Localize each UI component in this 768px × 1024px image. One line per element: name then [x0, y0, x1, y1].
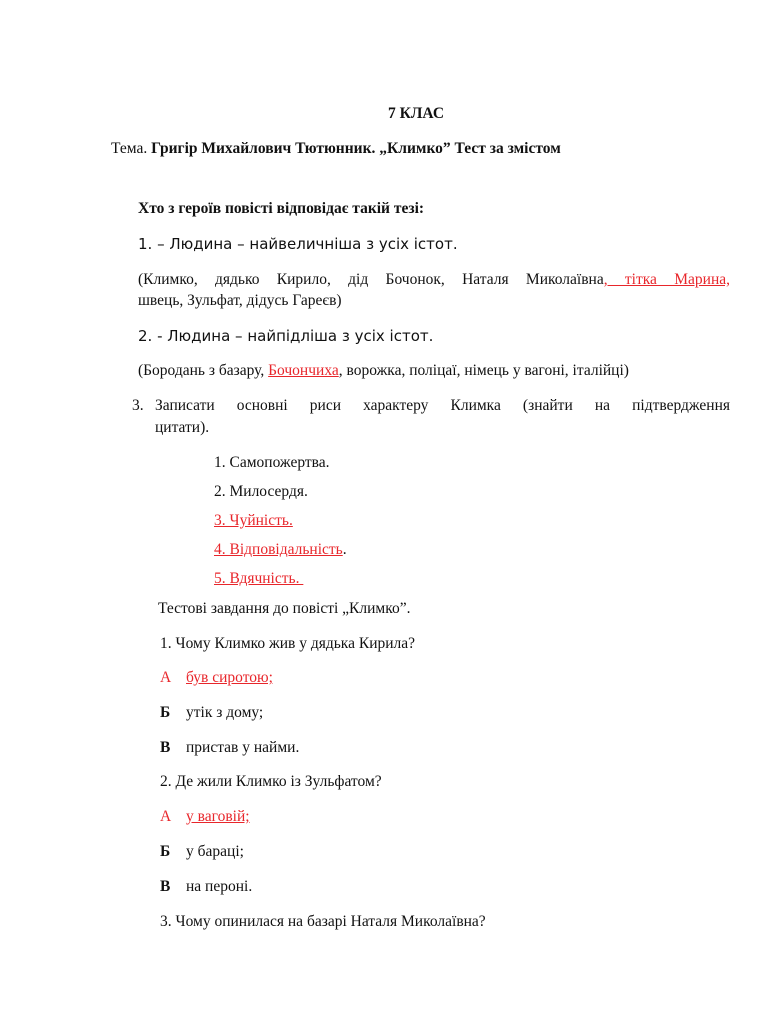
- options-1-line-1: [138, 270, 730, 290]
- thesis-1: 1. – Людина – найвеличніша з усіх істот.: [138, 235, 458, 253]
- answer-letter: Б: [160, 704, 171, 721]
- class-label: 7 КЛАС: [388, 105, 445, 122]
- q1-question: 1. Чому Климко жив у дядька Кирила?: [160, 635, 416, 652]
- task-3-line-2: цитати).: [155, 419, 210, 436]
- answer-letter: Б: [160, 843, 171, 860]
- task-3-number: 3.: [132, 397, 144, 414]
- topic-line: [111, 139, 561, 159]
- q1-answer-a: [160, 668, 273, 688]
- answer-text: на пероні.: [186, 878, 253, 895]
- options-1-highlight: , тітка Марина,: [603, 271, 730, 288]
- q2-answer-b: [160, 842, 244, 862]
- trait-5: 5. Вдячність.: [214, 570, 304, 587]
- options-1-line-2: швець, Зульфат, дідусь Гареєв): [138, 292, 342, 309]
- q2-answer-a: [160, 807, 250, 827]
- answer-letter: А: [160, 669, 172, 686]
- options-2-text-a: (Бородань з базару,: [138, 362, 269, 379]
- task-3-line-1: Записати основні риси характеру Климка (знайти на підтвердження: [155, 397, 730, 414]
- q2-answer-c: [160, 877, 252, 897]
- q2-question: 2. Де жили Климко із Зульфатом?: [160, 773, 382, 790]
- heroes-question: Хто з героїв повісті відповідає такій тезі:: [138, 200, 425, 217]
- answer-text: був сиротою;: [186, 669, 273, 686]
- trait-4-suffix: .: [342, 541, 347, 558]
- trait-2: 2. Милосердя.: [214, 483, 308, 500]
- tests-heading: Тестові завдання до повісті „Климко”.: [158, 600, 411, 617]
- answer-text: у ваговій;: [186, 808, 250, 825]
- q3-question: 3. Чому опинилася на базарі Наталя Миколаївна?: [160, 913, 486, 930]
- trait-3: 3. Чуйність.: [214, 512, 293, 529]
- answer-letter: В: [160, 878, 171, 895]
- options-2-line: [138, 361, 629, 381]
- q1-answer-c: [160, 738, 299, 758]
- thesis-2: 2. - Людина – найпідліша з усіх істот.: [138, 327, 434, 345]
- trait-1: 1. Самопожертва.: [214, 454, 330, 471]
- options-2-highlight: Бочончиха: [268, 362, 339, 379]
- q1-answer-b: [160, 703, 263, 723]
- answer-letter: В: [160, 739, 171, 756]
- options-1-text: (Климко, дядько Кирило, дід Бочонок, Наталя Миколаївна: [138, 271, 604, 288]
- options-2-text-b: , ворожка, поліцаї, німець у вагоні, італійці): [338, 362, 629, 379]
- answer-letter: А: [160, 808, 172, 825]
- trait-4: 4. Відповідальність: [214, 541, 343, 558]
- trait-4-line: [214, 540, 347, 560]
- answer-text: у бараці;: [186, 843, 244, 860]
- topic-prefix: Тема.: [111, 140, 148, 157]
- answer-text: пристав у найми.: [186, 739, 300, 756]
- topic-title: Григір Михайлович Тютюнник. „Климко” Тест за змістом: [151, 140, 561, 157]
- answer-text: утік з дому;: [186, 704, 264, 721]
